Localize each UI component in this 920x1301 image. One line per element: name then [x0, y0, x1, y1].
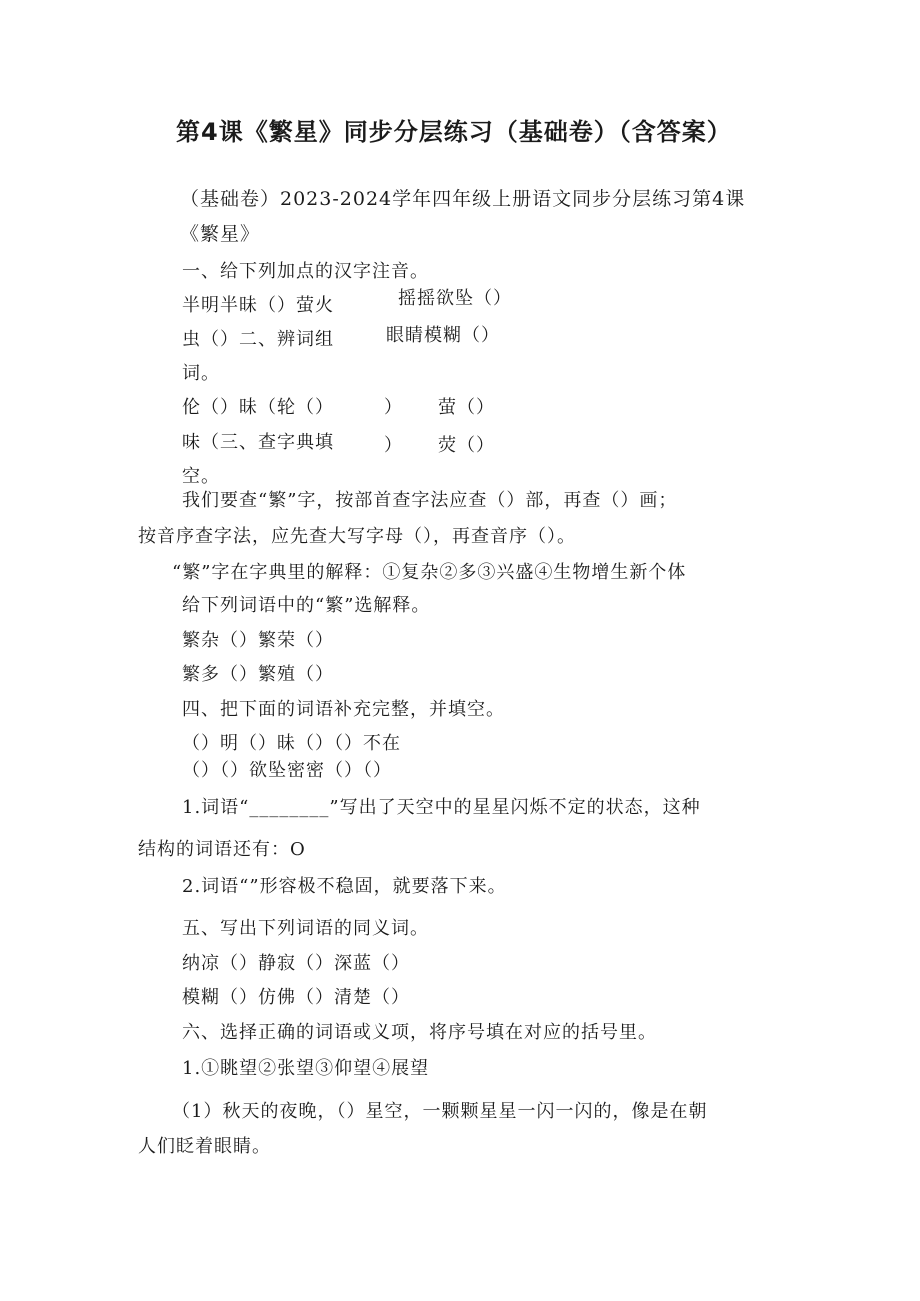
s6-question-1-1-a: （1）秋天的夜晚，（）星空，一颗颗星星一闪一闪的，像是在朝: [172, 1101, 708, 1122]
s3-line-3: “繁”字在字典里的解释：①复杂②多③兴盛④生物增生新个体: [172, 562, 687, 583]
s4-line-1: （）明（）昧（）（）不在: [182, 733, 401, 754]
s1-line-1-left: 半明半昧（）萤火: [182, 295, 334, 316]
s6-question-1: 1.①眺望②张望③仰望④展望: [182, 1058, 430, 1079]
s2-line-2-b: ）: [384, 435, 403, 456]
s2-line-1-c: 萤（）: [438, 397, 495, 418]
s1-line-2-left: 虫（）二、辨词组: [182, 329, 334, 350]
s2-line-2-c: 荧（）: [438, 435, 495, 456]
s2-line-1-b: ）: [384, 397, 403, 418]
s4-question-1-b: 结构的词语还有：O: [138, 839, 306, 860]
section-5-heading: 五、写出下列词语的同义词。: [182, 918, 429, 939]
s1-line-3: 词。: [182, 363, 220, 384]
s3-line-6: 繁多（）繁殖（）: [182, 664, 334, 685]
s3-line-4: 给下列词语中的“繁”选解释。: [182, 595, 431, 616]
section-4-heading: 四、把下面的词语补充完整，并填空。: [182, 699, 505, 720]
s3-line-1: 我们要查“繁”字，按部首查字法应查（）部，再查（）画；: [182, 490, 678, 511]
section-6-heading: 六、选择正确的词语或义项，将序号填在对应的括号里。: [182, 1022, 657, 1043]
section-1-heading: 一、给下列加点的汉字注音。: [182, 261, 429, 282]
s1-line-2-right: 眼睛模糊（）: [386, 325, 500, 346]
subtitle-line-2: 《繁星》: [180, 223, 261, 245]
s2-line-1-a: 伦（）昧（轮（）: [182, 397, 334, 418]
s3-line-2: 按音序查字法，应先查大写字母（），再查音序（）。: [138, 526, 576, 547]
s6-question-1-1-b: 人们眨着眼睛。: [138, 1136, 271, 1157]
s3-line-0: 空。: [182, 466, 220, 487]
s3-line-5: 繁杂（）繁荣（）: [182, 630, 334, 651]
s2-line-2-a: 味（三、查字典填: [182, 432, 334, 453]
s4-question-1-a: 1.词语“________”写出了天空中的星星闪烁不定的状态，这种: [182, 797, 701, 818]
s1-line-1-right: 摇摇欲坠（）: [398, 288, 512, 309]
s5-line-2: 模糊（）仿佛（）清楚（）: [182, 987, 410, 1008]
document-title: 第4课《繁星》同步分层练习（基础卷）（含答案）: [176, 118, 732, 146]
s4-question-2: 2.词语“”形容极不稳固，就要落下来。: [182, 876, 507, 897]
subtitle-line-1: （基础卷）2023-2024学年四年级上册语文同步分层练习第4课: [180, 188, 746, 210]
s4-line-2: （）（）欲坠密密（）（）: [182, 760, 392, 781]
s5-line-1: 纳凉（）静寂（）深蓝（）: [182, 953, 410, 974]
